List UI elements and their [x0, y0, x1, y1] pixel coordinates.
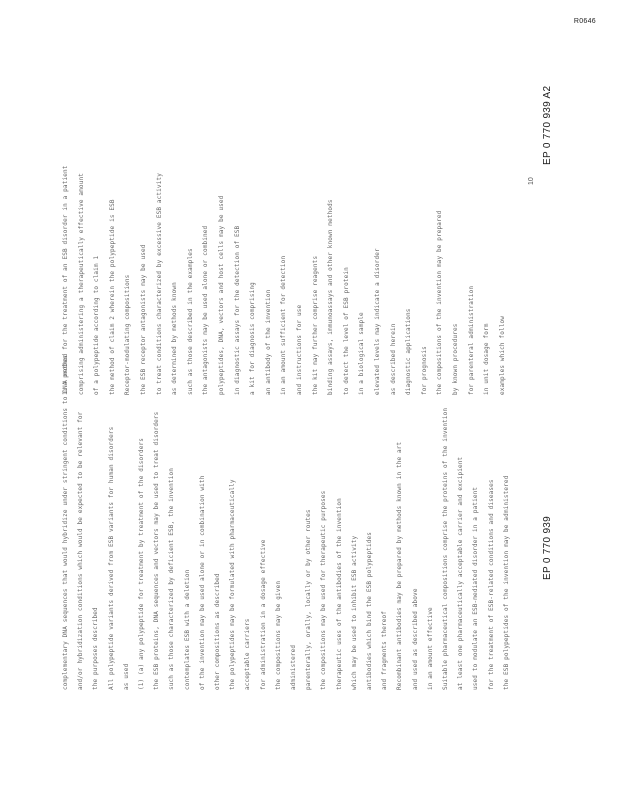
text-line: Recombinant antibodies may be prepared by methods known in the art — [396, 441, 404, 690]
text-line: (1) (a) any polypeptide for treatment by treatment of the disorders — [138, 437, 145, 690]
text-line: for prognosis — [420, 346, 428, 395]
text-line: such as those described in the examples — [186, 248, 194, 395]
text-line: for administration in a dosage effective — [259, 539, 267, 690]
text-line: Suitable pharmaceutical compositions comprise the proteins of the invention — [442, 407, 449, 690]
text-line: a kit for diagnosis comprising — [249, 282, 257, 395]
text-line: other compositions as described — [214, 573, 221, 690]
text-line: to treat conditions characterized by excessive ESB activity — [155, 173, 163, 395]
text-line: such as those characterized by deficient ESB, the invention — [168, 468, 176, 690]
text-line: the ESB polypeptides of the invention may be administered — [502, 475, 510, 690]
text-line: of the invention may be used alone or in combination with — [198, 475, 206, 690]
text-line: contemplates ESB with a deletion — [183, 569, 191, 690]
right-doc-number: EP 0 770 939 A2 — [542, 85, 553, 165]
text-line: complementary DNA sequences that would hybridize under stringent conditions to DNA probes — [62, 355, 69, 690]
text-line: as used — [122, 663, 130, 690]
text-line: and/or hybridization conditions which would be expected to be relevant for — [77, 411, 85, 690]
text-line: the compositions may be given — [274, 580, 282, 690]
text-line: administered — [290, 644, 297, 690]
rotated-page — [62, 80, 553, 730]
text-line: 1. A method for the treatment of an ESB disorder in a patient — [62, 165, 69, 395]
text-line: at least one pharmaceutically acceptable carrier and excipient — [457, 456, 465, 690]
text-line: the polypeptides may be formulated with pharmaceutically — [229, 479, 237, 690]
text-line: by known procedures — [452, 323, 459, 395]
text-line: the method of claim 2 wherein the polypeptide is ESB — [108, 199, 116, 395]
text-line: used to modulate an ESB-mediated disorder in a patient — [472, 486, 480, 690]
left-doc-number: EP 0 770 939 — [542, 515, 553, 580]
text-line: in unit dosage form — [483, 323, 491, 395]
text-line: and fragments thereof — [381, 610, 389, 690]
text-line: therapeutic uses of the antibodies of the invention — [335, 498, 343, 690]
text-line: in an amount effective — [426, 607, 434, 690]
text-line: the purposes described — [92, 607, 100, 690]
text-line: parenterally, orally, locally or by other routes — [305, 509, 313, 690]
text-line: comprising administering a therapeutically effective amount — [77, 173, 85, 395]
text-line: Receptor-modulating compositions — [124, 274, 132, 395]
text-line: for the treatment of ESB-related conditions and diseases — [487, 479, 495, 690]
text-line: which may be used to inhibit ESB activity — [350, 535, 358, 690]
text-line: and instructions for use — [296, 304, 303, 395]
text-line: examples which follow — [498, 315, 506, 395]
text-line: for parenteral administration — [467, 285, 475, 395]
text-line: the kit may further comprise reagents — [311, 255, 319, 395]
text-line: binding assays, immunoassays and other known methods — [327, 199, 335, 395]
text-line: and used as described above — [411, 588, 419, 690]
text-line: the compositions of the invention may be prepared — [436, 210, 444, 395]
corner-code: R0646 — [573, 18, 596, 25]
text-line: the antagonists may be used alone or combined — [202, 225, 210, 395]
text-line: polypeptides, DNA, vectors and host cells may be used — [218, 195, 225, 395]
text-line: to detect the level of ESB protein — [342, 267, 350, 395]
text-line: the ESB receptor antagonists may be used — [140, 244, 147, 395]
text-line: acceptable carriers — [244, 618, 252, 690]
text-line: elevated levels may indicate a disorder — [374, 248, 381, 395]
text-line: in a biological sample — [358, 312, 366, 395]
text-line: as described herein — [389, 323, 397, 395]
text-line: in an amount sufficient for detection — [280, 255, 288, 395]
text-line: an antibody of the invention — [264, 289, 272, 395]
text-line: antibodies which bind the ESB polypeptides — [366, 531, 373, 690]
text-line: All polypeptide variants derived from ESB variants for human disorders — [107, 426, 115, 690]
text-line: the compositions may be used for therapeutic purposes — [320, 490, 328, 690]
text-line: of a polypeptide according to claim 1 — [93, 255, 101, 395]
text-line: as determined by methods known — [171, 282, 179, 395]
page-number: 10 — [528, 177, 535, 185]
right-column — [62, 85, 553, 395]
text-line: the ESB proteins, DNA sequences and vectors may be used to treat disorders — [153, 411, 161, 690]
text-line: diagnostic applications — [405, 308, 413, 395]
text-line: in diagnostic assays for the detection of ESB — [233, 225, 241, 395]
